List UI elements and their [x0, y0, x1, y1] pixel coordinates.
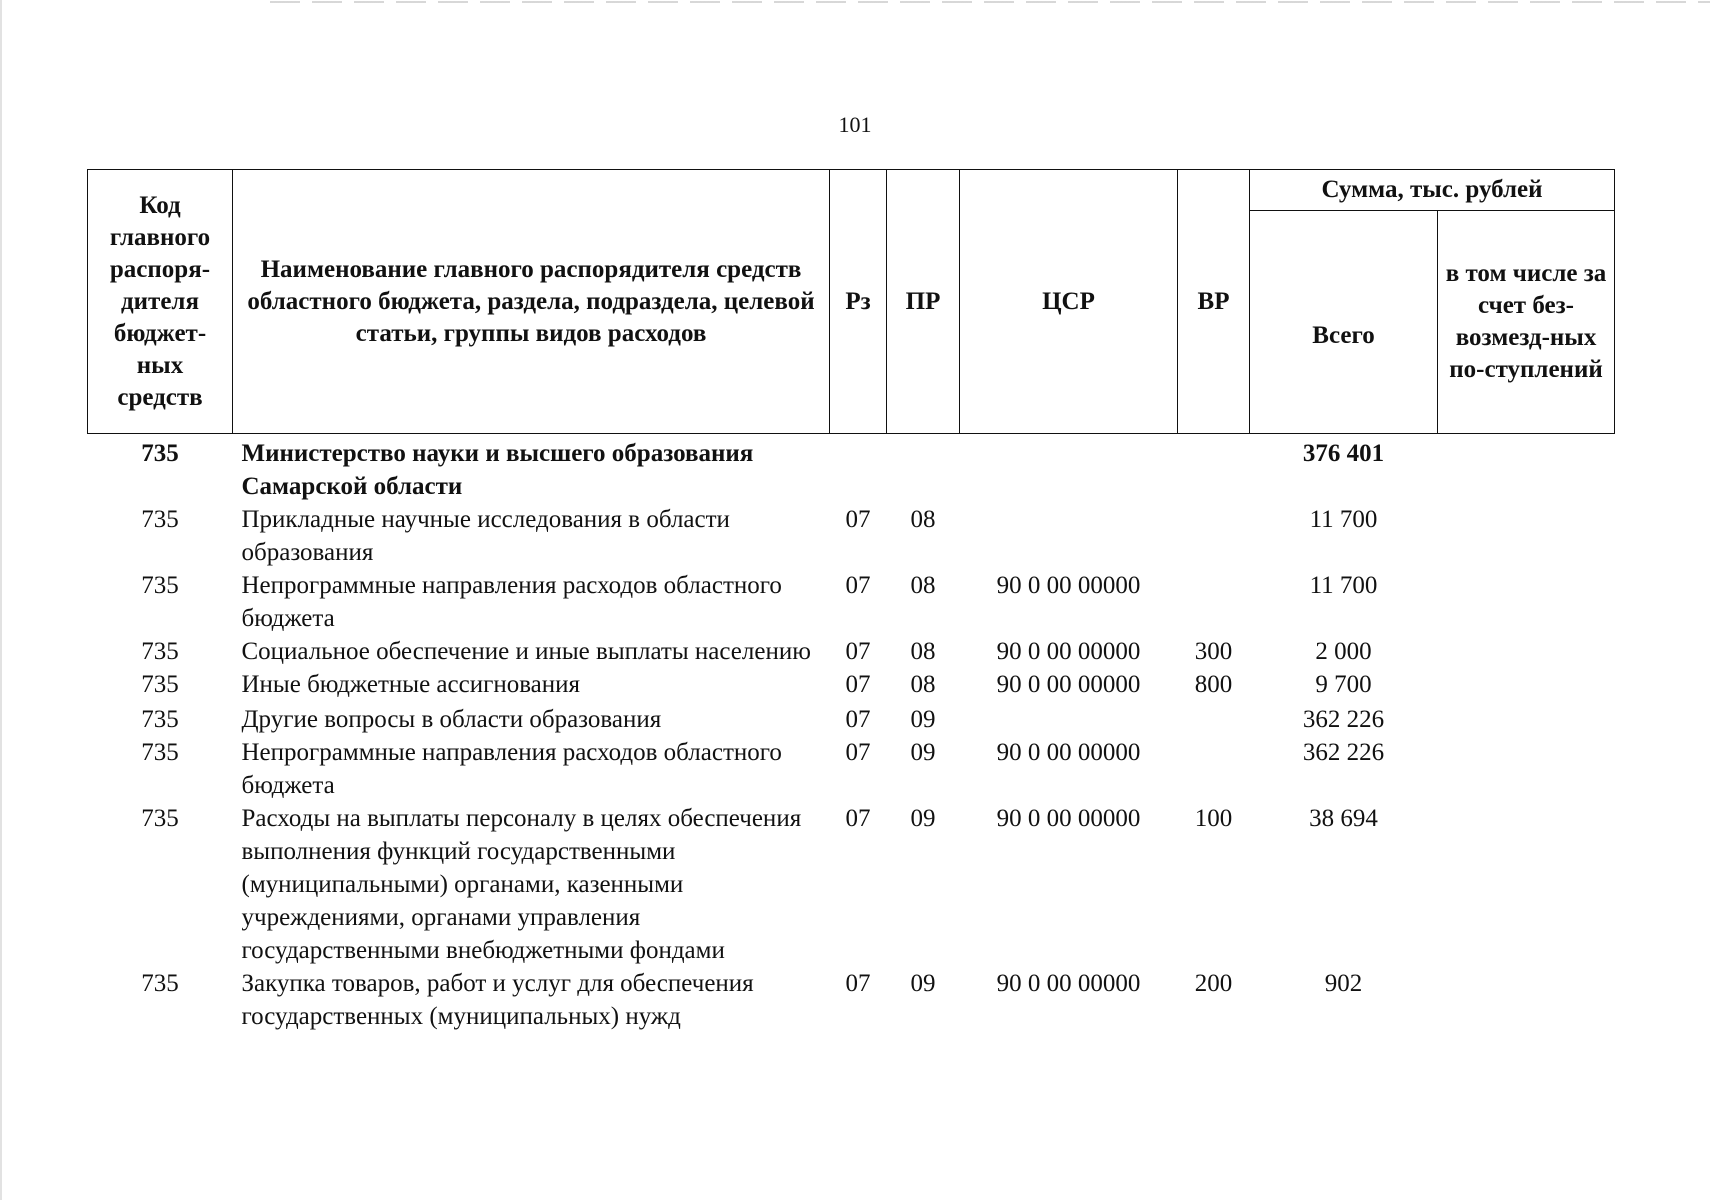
cell-vr: 200 [1194, 970, 1233, 997]
table-row [88, 569, 1615, 635]
cell-csr: 90 0 00 00000 [996, 638, 1141, 665]
cell-code: 735 [141, 671, 179, 698]
cell-pr: 09 [910, 739, 936, 766]
cell-csr: 90 0 00 00000 [996, 572, 1141, 599]
cell-pr: 08 [910, 638, 936, 665]
cell-rz: 07 [845, 638, 871, 665]
table-row [88, 967, 1615, 1033]
cell-code: 735 [141, 506, 179, 533]
cell-name: Министерство науки и высшего образования Самарской области [241, 440, 754, 500]
cell-pr: 09 [910, 706, 936, 733]
table-row [88, 635, 1615, 668]
cell-total: 38 694 [1309, 805, 1378, 832]
header-sum-group: Сумма, тыс. рублей [1250, 170, 1615, 211]
header-pr: ПР [887, 170, 960, 434]
cell-rz: 07 [845, 506, 871, 533]
cell-vr [1178, 701, 1250, 736]
cell-csr: 90 0 00 00000 [996, 671, 1141, 698]
cell-csr [960, 701, 1178, 736]
cell-total: 376 401 [1302, 440, 1385, 467]
cell-pr: 08 [910, 506, 936, 533]
cell-free [1438, 736, 1615, 802]
header-code: Код главного распоря-дителя бюджет-ных средств [88, 170, 233, 434]
cell-name: Прикладные научные исследования в области образования [241, 506, 730, 566]
budget-table [87, 169, 1615, 1033]
scan-edge-top [270, 1, 1710, 3]
header-rz: Рз [830, 170, 887, 434]
cell-pr: 09 [910, 970, 936, 997]
cell-code: 735 [141, 739, 179, 766]
cell-free [1438, 967, 1615, 1033]
cell-total: 9 700 [1315, 671, 1372, 698]
table-row [88, 668, 1615, 701]
header-total: Всего [1250, 211, 1438, 434]
page-number: 101 [838, 112, 872, 137]
cell-free [1438, 569, 1615, 635]
cell-free [1438, 802, 1615, 967]
cell-total: 11 700 [1309, 572, 1378, 599]
cell-rz: 07 [845, 970, 871, 997]
table-header [88, 170, 1615, 434]
cell-csr [960, 503, 1178, 569]
cell-vr [1178, 503, 1250, 569]
cell-vr [1178, 569, 1250, 635]
cell-total: 11 700 [1309, 506, 1378, 533]
cell-csr: 90 0 00 00000 [996, 739, 1141, 766]
cell-pr: 09 [910, 805, 936, 832]
cell-pr [887, 434, 960, 504]
cell-name: Непрограммные направления расходов областного бюджета [241, 572, 782, 632]
cell-pr: 08 [910, 671, 936, 698]
table-row [88, 802, 1615, 967]
cell-free [1438, 434, 1615, 504]
table-row [88, 434, 1615, 504]
cell-vr: 300 [1194, 638, 1233, 665]
table-body [88, 434, 1615, 1034]
cell-free [1438, 668, 1615, 701]
header-csr: ЦСР [960, 170, 1178, 434]
cell-total: 362 226 [1302, 706, 1385, 733]
cell-code: 735 [141, 970, 179, 997]
cell-rz [830, 434, 887, 504]
cell-vr [1178, 736, 1250, 802]
cell-vr: 800 [1194, 671, 1233, 698]
cell-free [1438, 503, 1615, 569]
cell-free [1438, 635, 1615, 668]
cell-rz: 07 [845, 572, 871, 599]
cell-free [1438, 701, 1615, 736]
cell-code: 735 [141, 638, 179, 665]
cell-name: Закупка товаров, работ и услуг для обеспечения государственных (муниципальных) нужд [241, 970, 754, 1030]
cell-total: 362 226 [1302, 739, 1385, 766]
cell-code: 735 [141, 805, 179, 832]
header-name: Наименование главного распорядителя средств областного бюджета, раздела, подраздела, целевой статьи, группы видов расходов [233, 170, 830, 434]
cell-rz: 07 [845, 671, 871, 698]
header-vr: ВР [1178, 170, 1250, 434]
cell-rz: 07 [845, 706, 871, 733]
cell-code: 735 [141, 440, 179, 467]
cell-pr: 08 [910, 572, 936, 599]
cell-vr: 100 [1194, 805, 1233, 832]
table-row [88, 503, 1615, 569]
cell-csr [960, 434, 1178, 504]
header-free: в том числе за счет без-возмезд-ных по-ступлений [1438, 211, 1615, 434]
table-row [88, 701, 1615, 736]
cell-name: Другие вопросы в области образования [241, 706, 662, 733]
cell-csr: 90 0 00 00000 [996, 805, 1141, 832]
cell-code: 735 [141, 572, 179, 599]
scan-edge-left [0, 0, 2, 1200]
cell-total: 902 [1324, 970, 1363, 997]
cell-code: 735 [141, 706, 179, 733]
cell-name: Социальное обеспечение и иные выплаты населению [241, 638, 811, 665]
cell-csr: 90 0 00 00000 [996, 970, 1141, 997]
cell-total: 2 000 [1315, 638, 1372, 665]
table-row [88, 736, 1615, 802]
cell-name: Расходы на выплаты персоналу в целях обеспечения выполнения функций государственными (муниципальными) органами, казенными учреждениями, органами управления государственными внебюджетными фондами [241, 805, 802, 964]
cell-vr [1178, 434, 1250, 504]
cell-name: Иные бюджетные ассигнования [241, 671, 581, 698]
cell-name: Непрограммные направления расходов областного бюджета [241, 739, 782, 799]
cell-rz: 07 [845, 805, 871, 832]
cell-rz: 07 [845, 739, 871, 766]
